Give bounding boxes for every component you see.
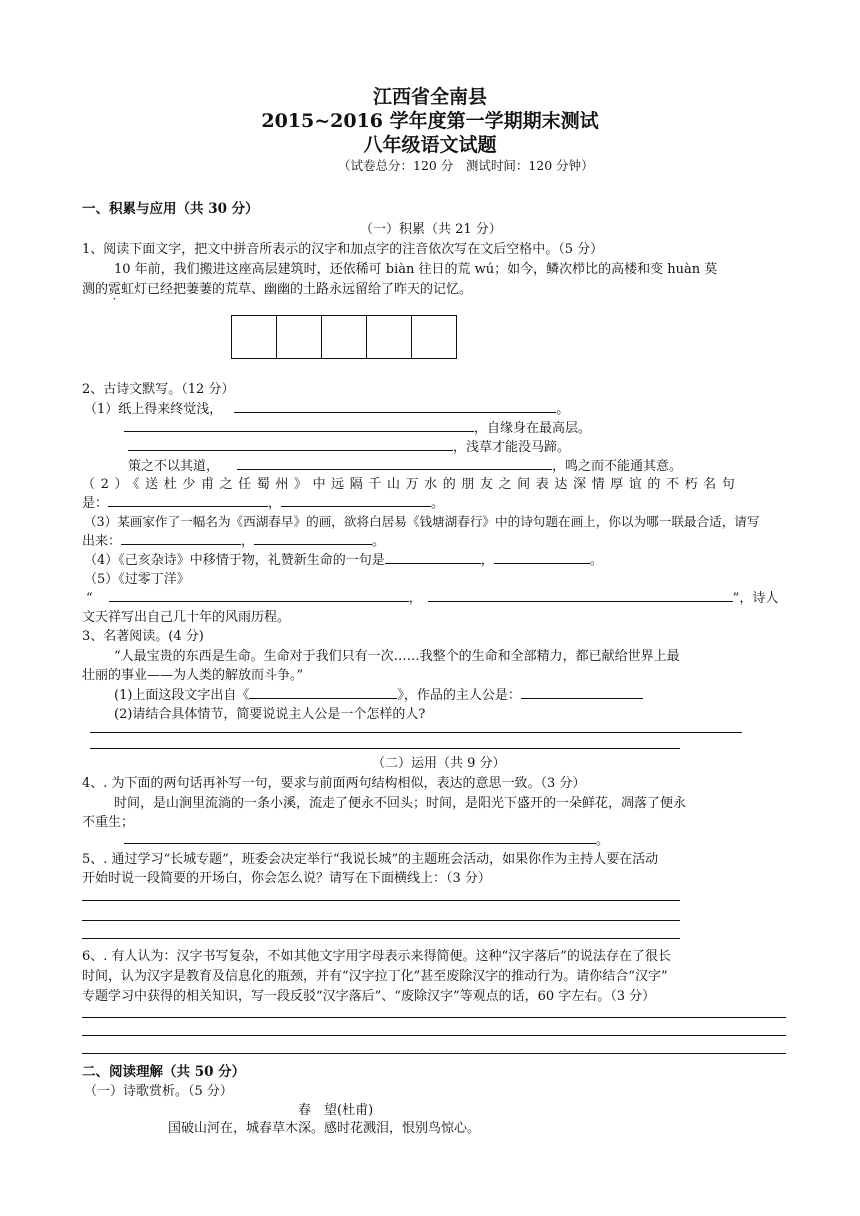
question-4-prompt: 4、. 为下面的两句话再补写一句，要求与前面两句结构相似，表达的意思一致。（3 分）: [82, 776, 586, 791]
answer-line[interactable]: [82, 1035, 786, 1036]
answer-blank[interactable]: [494, 549, 590, 564]
answer-box[interactable]: [231, 315, 277, 359]
exam-subject-title: 八年级语文试题: [363, 134, 497, 156]
question-1-prompt: 1、阅读下面文字，把文中拼音所表示的汉字和加点字的注音依次写在文后空格中。（5 分）: [82, 242, 604, 257]
question-2-line3: ，浅草才能没马蹄。: [128, 436, 570, 455]
answer-blank[interactable]: [254, 530, 372, 545]
answer-box[interactable]: [276, 315, 322, 359]
question-2-part3-answer: 出来： ， 。: [82, 530, 385, 549]
answer-blank[interactable]: [124, 829, 596, 844]
exam-term-title: 2015~2016 学年度第一学期期末测试: [261, 110, 599, 132]
question-2-part4: （4）《己亥杂诗》中移情于物，礼赞新生命的一句是 ， 。: [84, 549, 603, 568]
exam-region-title: 江西省全南县: [372, 86, 487, 108]
question-3-part1: (1)上面这段文字出自《 》，作品的主人公是：: [114, 684, 643, 703]
question-2-part2-answer: 是： ， 。: [82, 492, 444, 511]
answer-line[interactable]: [82, 938, 680, 939]
question-2-line2: ，自缘身在最高层。: [124, 417, 591, 436]
answer-line[interactable]: [90, 732, 742, 733]
answer-line[interactable]: [82, 900, 680, 901]
poem-line: 国破山河在，城春草木深。感时花溅泪，恨别鸟惊心。: [168, 1121, 481, 1136]
answer-blank[interactable]: [109, 587, 409, 602]
answer-blank[interactable]: [428, 587, 733, 602]
dotted-character: 霓: [108, 282, 122, 297]
question-2-part5-tail: 文天祥写出自己几十年的风雨历程。: [82, 610, 291, 625]
question-3-title: 3、名著阅读。(4 分): [82, 629, 204, 644]
question-5-line1: 5、. 通过学习“长城专题”，班委会决定举行“我说长城”的主题班会活动，如果你作为主持人要在活动: [82, 852, 659, 867]
answer-line[interactable]: [82, 1053, 786, 1054]
answer-grid[interactable]: [232, 315, 457, 359]
answer-blank[interactable]: [124, 417, 474, 432]
question-3-quote-line2: 壮丽的事业——为人类的解放而斗争。”: [82, 668, 304, 683]
question-4-text-line2: 不重生；: [82, 815, 135, 830]
question-6-line2: 时间，认为汉字是教育及信息化的瓶颈，并有“汉字拉丁化”甚至废除汉字的推动行为。请你结合“汉字”: [82, 969, 668, 984]
question-2-title: 2、古诗文默写。（12 分）: [82, 382, 235, 397]
answer-blank[interactable]: [128, 436, 453, 451]
question-2-line4: 策之不以其道， ，鸣之而不能通其意。: [128, 455, 682, 474]
question-3-part2: (2)请结合具体情节，简要说说主人公是一个怎样的人?: [114, 707, 426, 722]
answer-line[interactable]: [90, 748, 680, 749]
answer-blank[interactable]: [385, 549, 481, 564]
question-6-line3: 专题学习中获得的相关知识，写一段反驳“汉字落后”、“废除汉字”等观点的话，60 字左右。（3 分）: [82, 989, 656, 1004]
section-heading-1: 一、积累与应用（共 30 分）: [82, 201, 259, 217]
question-5-line2: 开始时说一段简要的开场白，你会怎么说？请写在下面横线上：（3 分）: [82, 871, 491, 886]
answer-blank[interactable]: [121, 530, 241, 545]
answer-box[interactable]: [366, 315, 412, 359]
answer-blank[interactable]: [281, 492, 431, 507]
question-6-line1: 6、. 有人认为：汉字书写复杂，不如其他文字用字母表示来得简便。这种“汉字落后”的说法存在了很长: [82, 949, 671, 964]
exam-meta: （试卷总分：120 分 测试时间：120 分钟）: [338, 158, 594, 173]
subsection-heading-1: （一）积累（共 21 分）: [360, 222, 502, 237]
question-4-answer: 。: [124, 829, 609, 848]
answer-blank[interactable]: [521, 684, 643, 699]
poem-title: 春 望(杜甫): [298, 1103, 374, 1118]
answer-blank[interactable]: [108, 492, 268, 507]
question-2-part3: （3）某画家作了一幅名为《西湖春早》的画，欲将白居易《钱塘湖春行》中的诗句题在画上，你以为哪一联最合适，请写: [84, 514, 760, 529]
question-2-part5-answer: “ ， ”，诗人: [86, 587, 778, 606]
question-2-line1: （1）纸上得来终觉浅， 。: [84, 398, 569, 417]
question-2-part2: （2）《送杜少甫之任蜀州》中远隔千山万水的朋友之间表达深情厚谊的不朽名句: [82, 477, 741, 492]
answer-line[interactable]: [82, 1017, 786, 1018]
answer-line[interactable]: [82, 920, 680, 921]
answer-blank[interactable]: [249, 684, 397, 699]
answer-blank[interactable]: [234, 398, 556, 413]
answer-box[interactable]: [321, 315, 367, 359]
question-1-passage-line1: 10 年前，我们搬进这座高层建筑时，还依稀可 biàn 往日的荒 wú；如今，鳞次栉比的高楼和变 huàn 莫: [114, 262, 718, 277]
answer-box[interactable]: [411, 315, 457, 359]
section-heading-2: 二、阅读理解（共 50 分）: [82, 1064, 246, 1080]
subsection-poetry: （一）诗歌赏析。（5 分）: [84, 1084, 233, 1099]
subsection-heading-2: （二）运用（共 9 分）: [372, 756, 506, 771]
question-4-text-line1: 时间，是山涧里流淌的一条小溪，流走了便永不回头；时间，是阳光下盛开的一朵鲜花，凋落了便永: [114, 796, 687, 811]
question-1-passage-line2: 测的霓虹灯已经把萋萋的荒草、幽幽的土路永远留给了昨天的记忆。: [82, 282, 473, 297]
question-3-quote-line1: “人最宝贵的东西是生命。生命对于我们只有一次……我整个的生命和全部精力，都已献给世界上最: [114, 649, 680, 664]
answer-blank[interactable]: [237, 455, 552, 470]
question-2-part5: （5）《过零丁洋》: [84, 572, 190, 587]
